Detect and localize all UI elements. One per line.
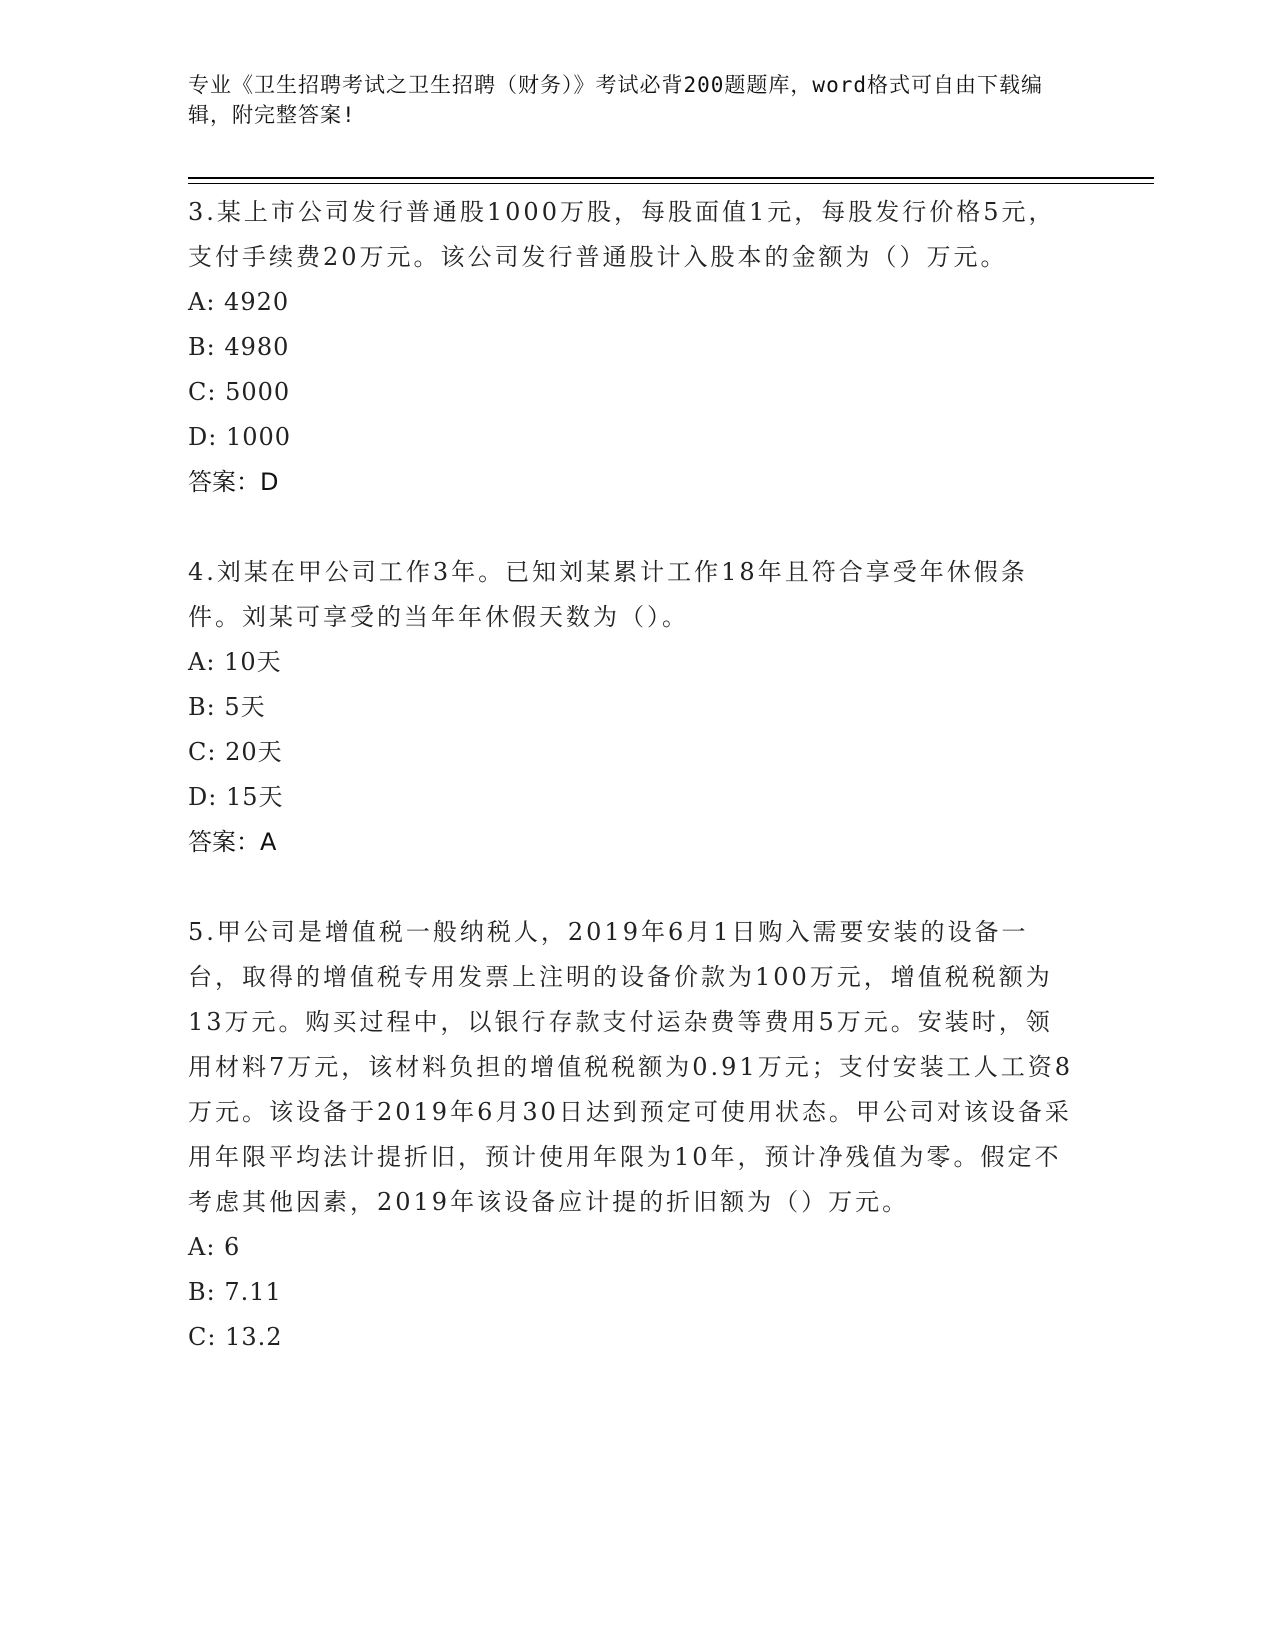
option-a: A: 4920 <box>188 288 290 316</box>
question-item <box>188 550 1078 865</box>
header-divider-thick <box>188 177 1154 179</box>
option-c: C: 20天 <box>188 738 283 766</box>
header-divider-thin <box>188 183 1154 184</box>
question-item <box>188 190 1078 505</box>
answer-line: 答案：D <box>188 468 279 496</box>
option-c: C: 13.2 <box>188 1323 283 1351</box>
option-d: D: 1000 <box>188 423 292 451</box>
option-b: B: 4980 <box>188 333 290 361</box>
option-a: A: 6 <box>188 1233 241 1261</box>
answer-line: 答案：A <box>188 828 277 856</box>
document-header: 专业《卫生招聘考试之卫生招聘（财务）》考试必背200题题库，word格式可自由下载编辑，附完整答案! <box>188 73 1043 127</box>
question-text: 4.刘某在甲公司工作3年。已知刘某累计工作18年且符合享受年休假条件。刘某可享受的当年年休假天数为（）。 <box>188 558 1028 631</box>
question-text: 5.甲公司是增值税一般纳税人，2019年6月1日购入需要安装的设备一台，取得的增值税专用发票上注明的设备价款为100万元，增值税税额为13万元。购买过程中，以银行存款支付运杂费等费用5万元。安装时，领用材料7万元，该材料负担的增值税税额为0.91万元；支付安装工人工资8万元。该设备于2019年6月30日达到预定可使用状态。甲公司对该设备采用年限平均法计提折旧，预计使用年限为10年，预计净残值为零。假定不考虑其他因素，2019年该设备应计提的折旧额为（）万元。 <box>188 918 1073 1216</box>
option-a: A: 10天 <box>188 648 282 676</box>
option-b: B: 5天 <box>188 693 266 721</box>
question-text: 3.某上市公司发行普通股1000万股，每股面值1元，每股发行价格5元，支付手续费20万元。该公司发行普通股计入股本的金额为（）万元。 <box>188 198 1056 271</box>
option-c: C: 5000 <box>188 378 291 406</box>
question-item <box>188 910 1078 1360</box>
question-list <box>188 190 1078 1405</box>
option-b: B: 7.11 <box>188 1278 282 1306</box>
option-d: D: 15天 <box>188 783 284 811</box>
